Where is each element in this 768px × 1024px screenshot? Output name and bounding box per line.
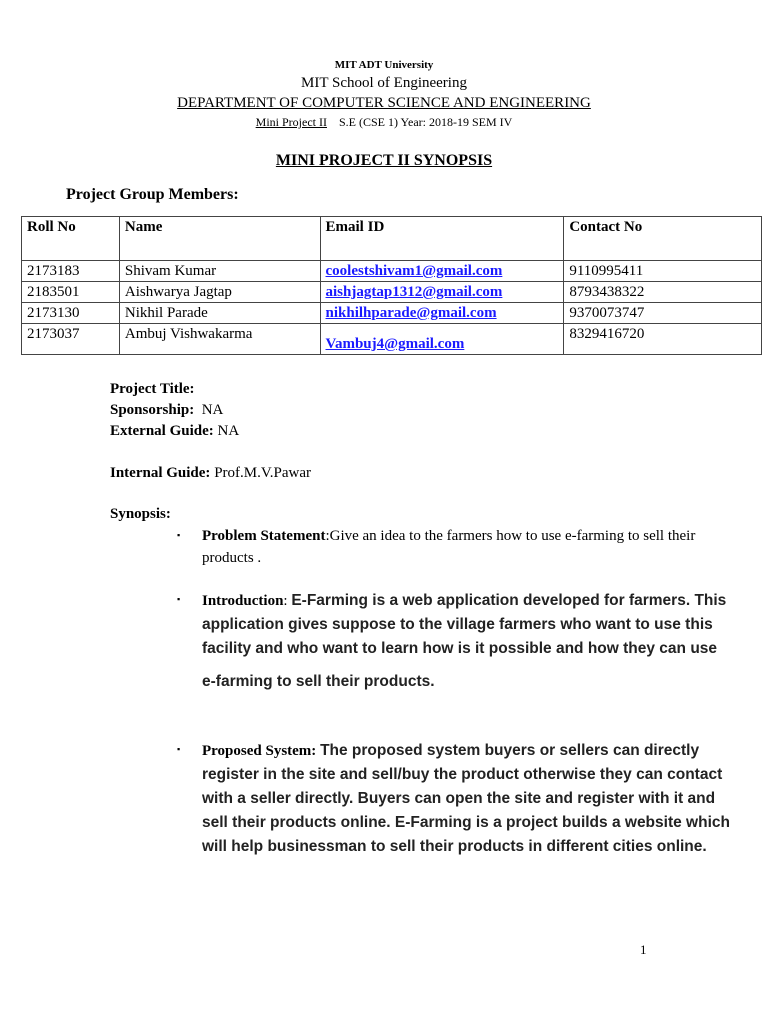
cell-roll: 2173037 [22,324,120,355]
intro-body: E-Farming is a web application developed for farmers. This application gives suppose to the village farmers who want to use this facility and who want to learn how is it possible and how they can use [202,592,727,657]
project-title-line [110,381,195,398]
proposed-system-item [178,739,738,859]
bullet-icon: ▪ [177,744,181,754]
course-line [0,115,768,130]
cell-contact: 9110995411 [564,261,762,282]
proposed-system-text [202,739,738,859]
problem-statement-text [202,525,738,569]
school-name: MIT School of Engineering [301,75,467,91]
document-title [0,152,768,170]
header-name: Name [119,217,320,261]
internal-guide-value: Prof.M.V.Pawar [214,465,311,481]
cell-roll: 2183501 [22,282,120,303]
table-row [22,324,762,355]
table-header-row [22,217,762,261]
introduction-text [202,589,738,661]
email-link[interactable]: aishjagtap1312@gmail.com [325,284,503,300]
bullet-icon: ▪ [177,594,181,604]
email-link[interactable]: nikhilhparade@gmail.com [325,305,497,321]
header-email: Email ID [320,217,564,261]
cell-email [320,282,564,303]
cell-roll: 2173183 [22,261,120,282]
sponsorship-value: NA [201,402,224,418]
header-contact: Contact No [564,217,762,261]
email-link[interactable]: Vambuj4@gmail.com [325,336,465,352]
external-guide-label: External Guide: [110,423,214,439]
page-number: 1 [640,942,647,957]
synopsis-label: Synopsis: [110,506,171,522]
problem-body: :Give an idea to the farmers how to use e-farming to sell their products . [202,528,696,566]
proposed-body: The proposed system buyers or sellers can directly register in the site and sell/buy the product otherwise they can contact with a seller directly. Buyers can open the site and register with it and sell their products online. E-Farming is a project builds a website which will help businessman to sell their products in different cities online. [202,742,730,855]
cell-contact: 9370073747 [564,303,762,324]
intro-colon: : [283,593,292,609]
bullet-icon: ▪ [177,530,181,540]
intro-label: Introduction [202,593,284,609]
cell-name: Ambuj Vishwakarma [119,324,320,355]
synopsis-heading [110,506,171,523]
sponsorship-line [110,402,223,419]
cell-name: Shivam Kumar [119,261,320,282]
cell-email [320,303,564,324]
course-details: S.E (CSE 1) Year: 2018-19 SEM IV [338,115,513,129]
introduction-item [178,589,738,693]
problem-statement-item [178,525,738,569]
cell-name: Nikhil Parade [119,303,320,324]
header-roll: Roll No [22,217,120,261]
cell-roll: 2173130 [22,303,120,324]
email-link[interactable]: coolestshivam1@gmail.com [325,263,503,279]
sponsorship-label: Sponsorship: [110,402,195,418]
cell-contact: 8793438322 [564,282,762,303]
members-table [21,216,762,355]
project-title-label: Project Title: [110,381,195,397]
members-heading: Project Group Members: [66,186,239,203]
university-name: MIT ADT University [334,59,434,71]
department-name [0,95,768,112]
document-title-text: MINI PROJECT II SYNOPSIS [275,152,493,169]
cell-contact: 8329416720 [564,324,762,355]
external-guide-line [110,423,239,440]
course-prefix: Mini Project II [255,115,327,129]
table-row [22,282,762,303]
table-row [22,261,762,282]
external-guide-value: NA [217,423,240,439]
internal-guide-label: Internal Guide: [110,465,211,481]
table-row [22,303,762,324]
cell-email [320,261,564,282]
problem-label: Problem Statement [202,528,326,544]
cell-email [320,324,564,355]
department-text: DEPARTMENT OF COMPUTER SCIENCE AND ENGINEERING [177,95,591,111]
intro-body-last: e-farming to sell their products. [202,673,435,690]
proposed-label: Proposed System: [202,743,321,759]
internal-guide-line [110,465,311,482]
cell-name: Aishwarya Jagtap [119,282,320,303]
